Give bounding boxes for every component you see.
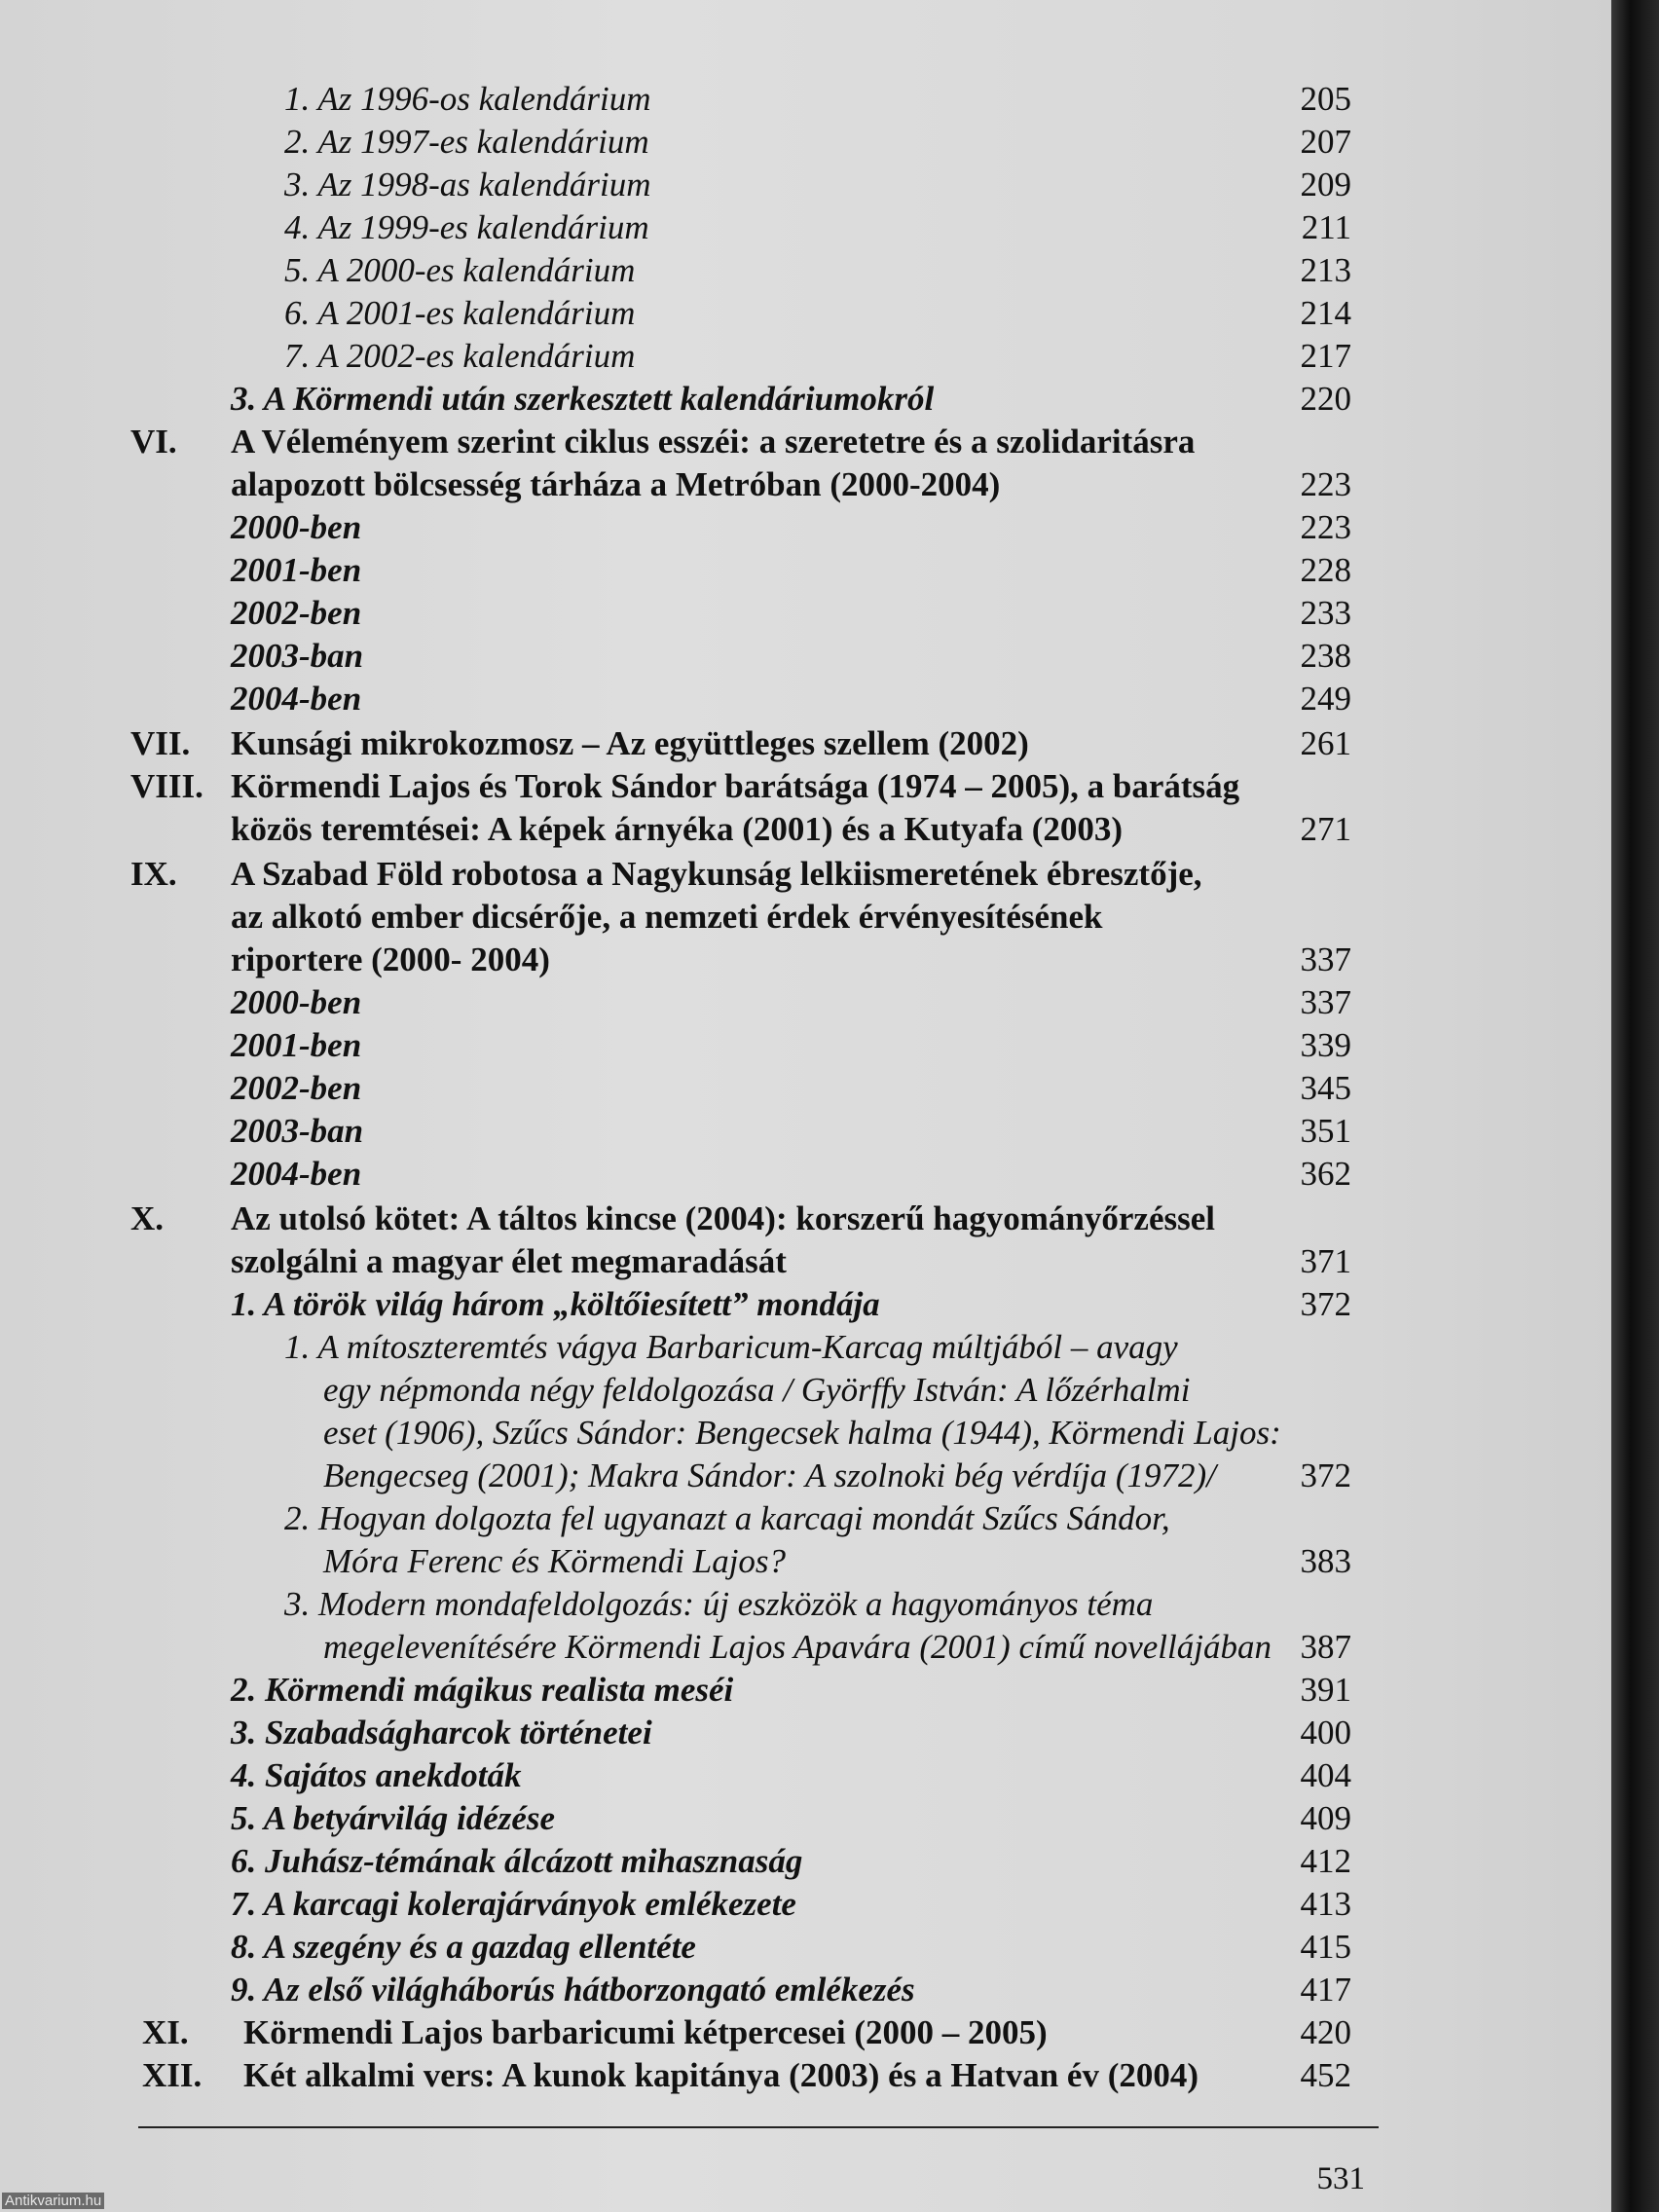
chapter-numeral: XII. xyxy=(142,2056,203,2094)
toc-entry-title: 1. Az 1996-os kalendárium xyxy=(284,80,651,118)
page-edge-shadow xyxy=(1611,0,1659,2212)
toc-entry-page: 337 xyxy=(1300,983,1351,1021)
toc-entry-title: 2004-ben xyxy=(231,680,362,718)
toc-entry-page: 412 xyxy=(1300,1842,1351,1880)
toc-entry-title: 3. Szabadságharcok történetei xyxy=(231,1714,652,1751)
toc-entry-title: 2. Hogyan dolgozta fel ugyanazt a karcagi mondát Szűcs Sándor, xyxy=(284,1499,1170,1537)
toc-entry-page: 214 xyxy=(1300,294,1351,332)
footer-rule xyxy=(138,2126,1379,2128)
toc-entry-title: A Szabad Föld robotosa a Nagykunság lelkiismeretének ébresztője, xyxy=(231,855,1202,893)
toc-entry-title: Az utolsó kötet: A táltos kincse (2004): korszerű hagyományőrzéssel xyxy=(231,1199,1216,1237)
toc-entry-page: 409 xyxy=(1300,1799,1351,1837)
toc-entry-title: Bengecseg (2001); Makra Sándor: A szolnoki bég vérdíja (1972)/ xyxy=(323,1456,1216,1494)
toc-entry-page: 249 xyxy=(1300,680,1351,718)
toc-entry-title: 6. A 2001-es kalendárium xyxy=(284,294,636,332)
toc-entry-page: 420 xyxy=(1300,2013,1351,2051)
toc-entry-page: 372 xyxy=(1300,1456,1351,1494)
toc-entry-title: A Véleményem szerint ciklus esszéi: a szeretetre és a szolidaritásra xyxy=(231,423,1196,461)
toc-entry-title: 8. A szegény és a gazdag ellentéte xyxy=(231,1928,696,1966)
toc-entry-title: 1. A török világ három „költőiesített” mondája xyxy=(231,1285,880,1323)
toc-entry-page: 417 xyxy=(1300,1971,1351,2009)
toc-entry-title: 2003-ban xyxy=(231,637,364,675)
toc-entry-page: 207 xyxy=(1300,123,1351,161)
toc-entry-page: 223 xyxy=(1300,508,1351,546)
toc-entry-page: 345 xyxy=(1300,1069,1351,1107)
toc-entry-title: 4. Az 1999-es kalendárium xyxy=(284,208,649,246)
toc-entry-page: 415 xyxy=(1300,1928,1351,1966)
toc-entry-title: 2001-ben xyxy=(231,1026,362,1064)
chapter-numeral: X. xyxy=(130,1199,165,1237)
toc-entry-title: 3. Az 1998-as kalendárium xyxy=(284,166,651,203)
toc-entry-title: 5. A betyárvilág idézése xyxy=(231,1799,556,1837)
chapter-numeral: VII. xyxy=(130,724,191,762)
toc-entry-page: 271 xyxy=(1300,810,1351,848)
toc-entry-page: 404 xyxy=(1300,1756,1351,1794)
toc-entry-page: 391 xyxy=(1300,1671,1351,1709)
toc-entry-title: 2003-ban xyxy=(231,1112,364,1150)
toc-entry-title: 3. A Körmendi után szerkesztett kalendáriumokról xyxy=(231,380,935,418)
toc-entry-title: 6. Juhász-témának álcázott mihasznaság xyxy=(231,1842,803,1880)
toc-entry-page: 371 xyxy=(1300,1242,1351,1280)
chapter-numeral: VIII. xyxy=(130,767,203,805)
toc-entry-title: 2002-ben xyxy=(231,594,362,632)
toc-entry-title: 5. A 2000-es kalendárium xyxy=(284,251,636,289)
toc-entry-title: megelevenítésére Körmendi Lajos Apavára (2001) című novellájában xyxy=(323,1628,1272,1666)
toc-entry-page: 205 xyxy=(1300,80,1351,118)
page-number: 531 xyxy=(1316,2161,1365,2196)
toc-entry-page: 400 xyxy=(1300,1714,1351,1751)
toc-entry-title: 7. A karcagi kolerajárványok emlékezete xyxy=(231,1885,796,1923)
chapter-numeral: VI. xyxy=(130,423,177,461)
toc-entry-page: 211 xyxy=(1301,208,1351,246)
toc-entry-title: Móra Ferenc és Körmendi Lajos? xyxy=(323,1542,787,1580)
toc-entry-page: 261 xyxy=(1300,724,1351,762)
toc-entry-title: az alkotó ember dicsérője, a nemzeti érdek érvényesítésének xyxy=(231,898,1103,936)
toc-entry-page: 351 xyxy=(1300,1112,1351,1150)
chapter-numeral: XI. xyxy=(142,2013,189,2051)
toc-entry-title: 2004-ben xyxy=(231,1155,362,1193)
toc-entry-page: 387 xyxy=(1300,1628,1351,1666)
toc-entry-page: 362 xyxy=(1300,1155,1351,1193)
toc-entry-title: 2000-ben xyxy=(231,508,362,546)
toc-entry-title: szolgálni a magyar élet megmaradását xyxy=(231,1242,787,1280)
toc-entry-page: 339 xyxy=(1300,1026,1351,1064)
toc-entry-page: 209 xyxy=(1300,166,1351,203)
toc-entry-page: 337 xyxy=(1300,940,1351,978)
toc-entry-title: eset (1906), Szűcs Sándor: Bengecsek halma (1944), Körmendi Lajos: xyxy=(323,1414,1281,1452)
toc-entry-title: Körmendi Lajos barbaricumi kétpercesei (2000 – 2005) xyxy=(243,2013,1048,2051)
toc-entry-page: 383 xyxy=(1300,1542,1351,1580)
toc-entry-title: 2. Az 1997-es kalendárium xyxy=(284,123,649,161)
toc-entry-title: 3. Modern mondafeldolgozás: új eszközök a hagyományos téma xyxy=(284,1585,1154,1623)
toc-entry-title: 7. A 2002-es kalendárium xyxy=(284,337,636,375)
toc-entry-title: riportere (2000- 2004) xyxy=(231,940,550,978)
toc-entry-title: 4. Sajátos anekdoták xyxy=(231,1756,522,1794)
toc-entry-title: 2001-ben xyxy=(231,551,362,589)
toc-entry-title: 2. Körmendi mágikus realista meséi xyxy=(231,1671,734,1709)
toc-entry-page: 233 xyxy=(1300,594,1351,632)
toc-entry-page: 228 xyxy=(1300,551,1351,589)
toc-entry-page: 223 xyxy=(1300,465,1351,503)
toc-entry-page: 413 xyxy=(1300,1885,1351,1923)
toc-entry-page: 238 xyxy=(1300,637,1351,675)
toc-entry-title: 1. A mítoszteremtés vágya Barbaricum-Karcag múltjából – avagy xyxy=(284,1328,1178,1366)
toc-entry-title: alapozott bölcsesség tárháza a Metróban (2000-2004) xyxy=(231,465,1001,503)
toc-entry-page: 220 xyxy=(1300,380,1351,418)
toc-entry-page: 217 xyxy=(1300,337,1351,375)
toc-entry-page: 213 xyxy=(1300,251,1351,289)
toc-entry-title: 9. Az első világháborús hátborzongató emlékezés xyxy=(231,1971,915,2009)
toc-entry-page: 372 xyxy=(1300,1285,1351,1323)
toc-entry-title: Körmendi Lajos és Torok Sándor barátsága (1974 – 2005), a barátság xyxy=(231,767,1240,805)
toc-entry-title: 2002-ben xyxy=(231,1069,362,1107)
watermark: Antikvarium.hu xyxy=(2,2193,104,2209)
toc-entry-title: egy népmonda négy feldolgozása / Györffy István: A lőzérhalmi xyxy=(323,1371,1191,1409)
toc-entry-page: 452 xyxy=(1300,2056,1351,2094)
chapter-numeral: IX. xyxy=(130,855,177,893)
toc-entry-title: 2000-ben xyxy=(231,983,362,1021)
toc-entry-title: közös teremtései: A képek árnyéka (2001) és a Kutyafa (2003) xyxy=(231,810,1124,848)
toc-entry-title: Kunsági mikrokozmosz – Az együttleges szellem (2002) xyxy=(231,724,1029,762)
toc-entry-title: Két alkalmi vers: A kunok kapitánya (2003) és a Hatvan év (2004) xyxy=(243,2056,1199,2094)
